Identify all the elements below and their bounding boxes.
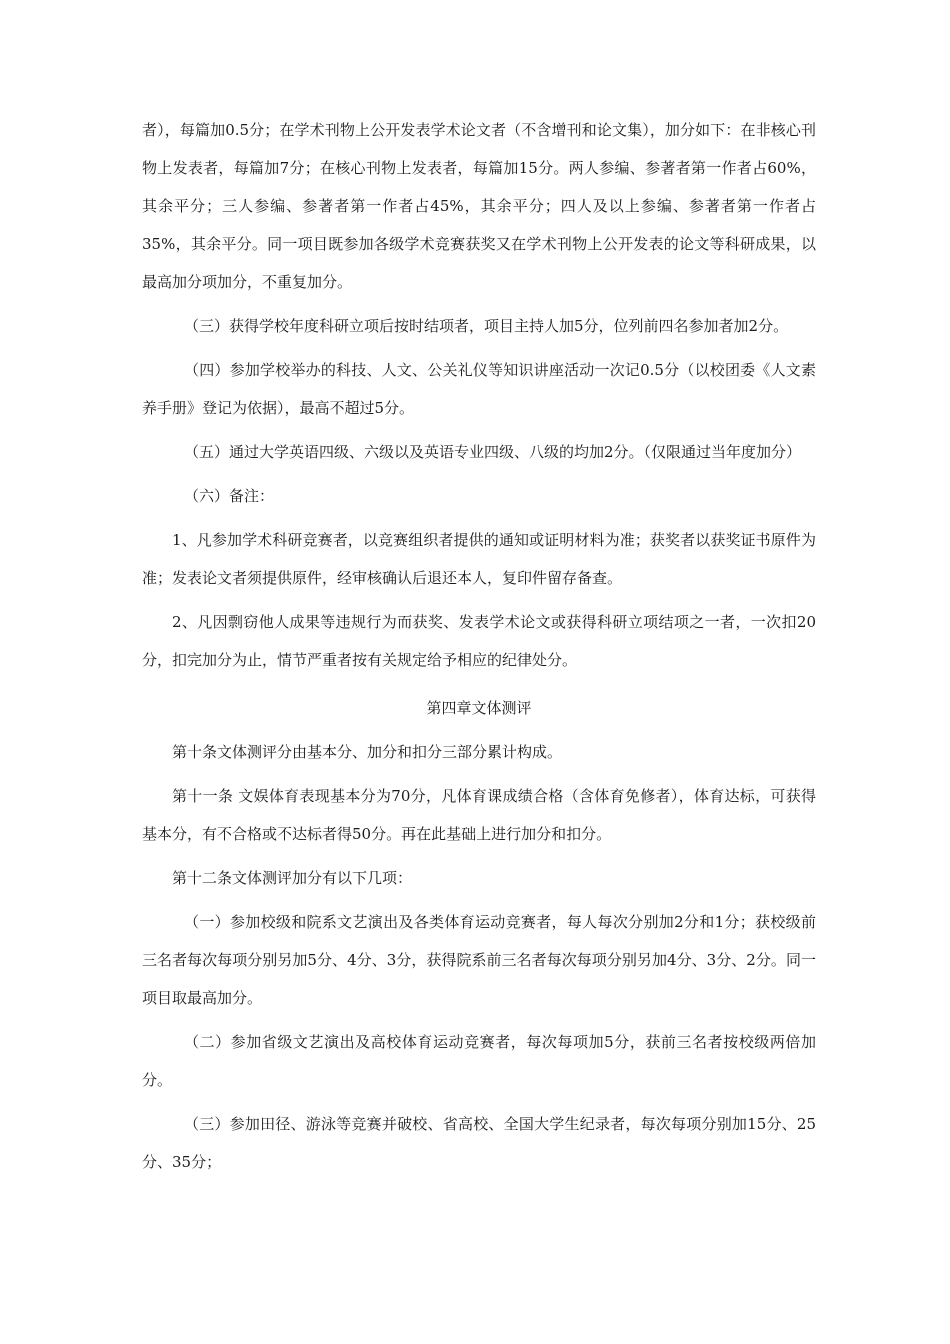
article-11: 第十一条 文娱体育表现基本分为70分，凡体育课成绩合格（含体育免修者），体育达标，可获得基本分，有不合格或不达标者得50分。再在此基础上进行加分和扣分。 <box>142 787 816 843</box>
article-12-item-2: （二）参加省级文艺演出及高校体育运动竞赛者，每次每项加5分，获前三名者按校级两倍加分。 <box>142 1033 816 1089</box>
article-12: 第十二条文体测评加分有以下几项： <box>172 869 413 887</box>
paragraph-continued: 者），每篇加0.5分；在学术刊物上公开发表学术论文者（不含增刊和论文集），加分如下：在非核心刊物上发表者，每篇加7分；在核心刊物上发表者，每篇加15分。两人参编、参著者第一作者占60%，其余平分；三人参编、参著者第一作者占45%，其余平分；四人及以上参编、参著者第一作者占35%，其余平分。同一项目既参加各级学术竞赛获奖又在学术刊物上公开发表的论文等科研成果，以最高加分项加分，不重复加分。 <box>142 121 816 291</box>
article-12-item-1: （一）参加校级和院系文艺演出及各类体育运动竞赛者，每人每次分别加2分和1分；获校级前三名者每次每项分别另加5分、4分、3分，获得院系前三名者每次每项分别另加4分、3分、2分。同一项目取最高加分。 <box>142 913 816 1007</box>
paragraph-item-4: （四）参加学校举办的科技、人文、公关礼仪等知识讲座活动一次记0.5分（以校团委《人文素养手册》登记为依据），最高不超过5分。 <box>142 361 816 417</box>
document-body <box>142 111 816 1181</box>
paragraph-item-3: （三）获得学校年度科研立项后按时结项者，项目主持人加5分，位列前四名参加者加2分。 <box>184 317 789 335</box>
paragraph-item-5: （五）通过大学英语四级、六级以及英语专业四级、八级的均加2分。（仅限通过当年度加分） <box>184 443 802 461</box>
note-1: 1、凡参加学术科研竞赛者，以竞赛组织者提供的通知或证明材料为准；获奖者以获奖证书原件为准；发表论文者须提供原件，经审核确认后退还本人，复印件留存备查。 <box>142 531 816 587</box>
chapter-heading: 第四章文体测评 <box>426 699 532 717</box>
note-2: 2、凡因剽窃他人成果等违规行为而获奖、发表学术论文或获得科研立项结项之一者，一次扣20分，扣完加分为止，情节严重者按有关规定给予相应的纪律处分。 <box>142 613 816 669</box>
paragraph-item-6: （六）备注： <box>184 487 275 505</box>
article-10: 第十条文体测评分由基本分、加分和扣分三部分累计构成。 <box>172 743 563 761</box>
article-12-item-3: （三）参加田径、游泳等竞赛并破校、省高校、全国大学生纪录者，每次每项分别加15分、25分、35分； <box>142 1115 816 1171</box>
